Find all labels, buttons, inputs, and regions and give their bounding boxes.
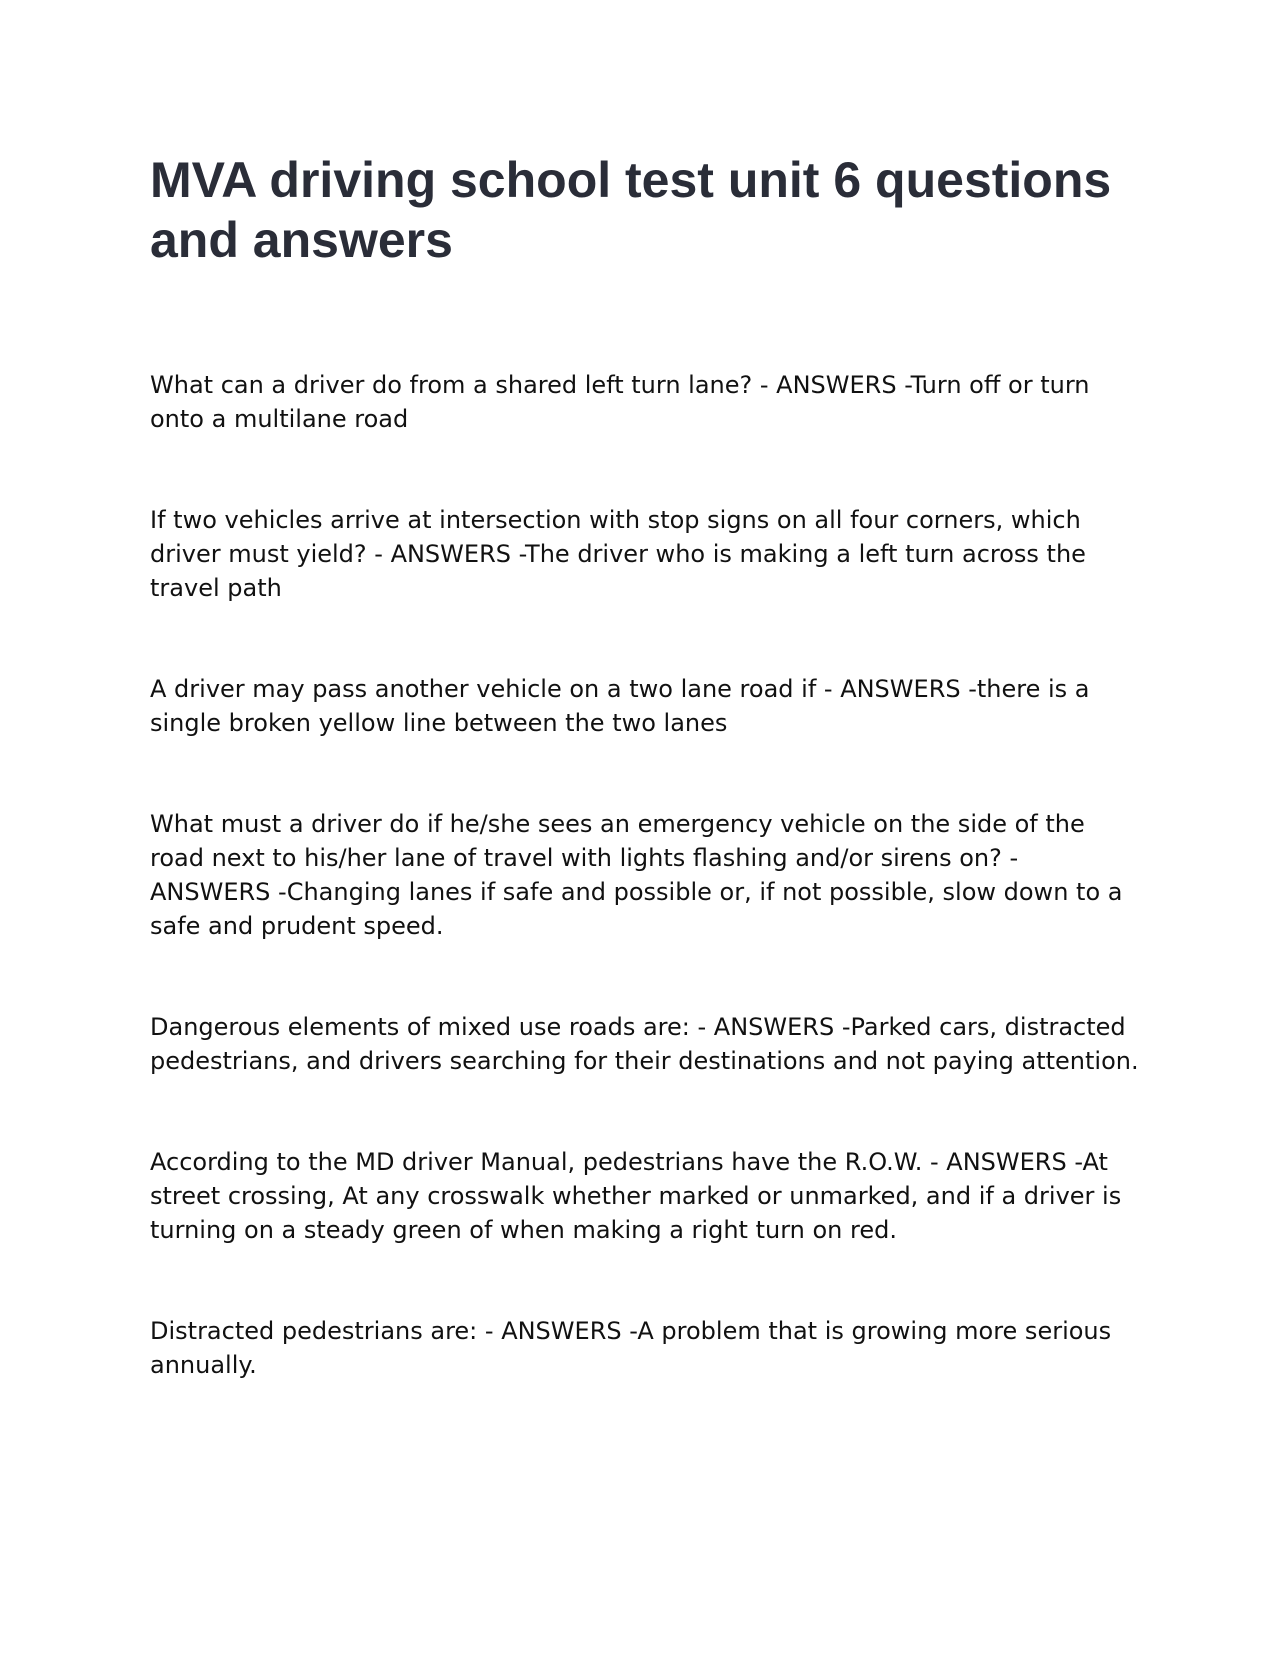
qa-entry: Dangerous elements of mixed use roads are: - ANSWERS -Parked cars, distracted pedestrians, and drivers searching for their destinations and not paying attention. bbox=[150, 1013, 1139, 1075]
qa-entry: According to the MD driver Manual, pedestrians have the R.O.W. - ANSWERS -At street crossing, At any crosswalk whether marked or unmarked, and if a driver is turning on a steady green of when making a right turn on red. bbox=[150, 1148, 1122, 1244]
qa-entry: What must a driver do if he/she sees an emergency vehicle on the side of the road next to his/her lane of travel with lights flashing and/or sirens on? - ANSWERS -Changing lanes if safe and possible or, if not possible, slow down to a safe and prudent speed. bbox=[150, 810, 1123, 940]
document-title: MVA driving school test unit 6 questions and answers bbox=[150, 152, 1112, 268]
qa-entry: What can a driver do from a shared left turn lane? - ANSWERS -Turn off or turn onto a multilane road bbox=[150, 371, 1090, 433]
qa-entry: If two vehicles arrive at intersection with stop signs on all four corners, which driver must yield? - ANSWERS -The driver who is making a left turn across the travel path bbox=[150, 506, 1086, 602]
qa-list bbox=[150, 368, 1140, 1449]
qa-entry: A driver may pass another vehicle on a two lane road if - ANSWERS -there is a single broken yellow line between the two lanes bbox=[150, 675, 1090, 737]
qa-entry: Distracted pedestrians are: - ANSWERS -A problem that is growing more serious annually. bbox=[150, 1317, 1112, 1379]
